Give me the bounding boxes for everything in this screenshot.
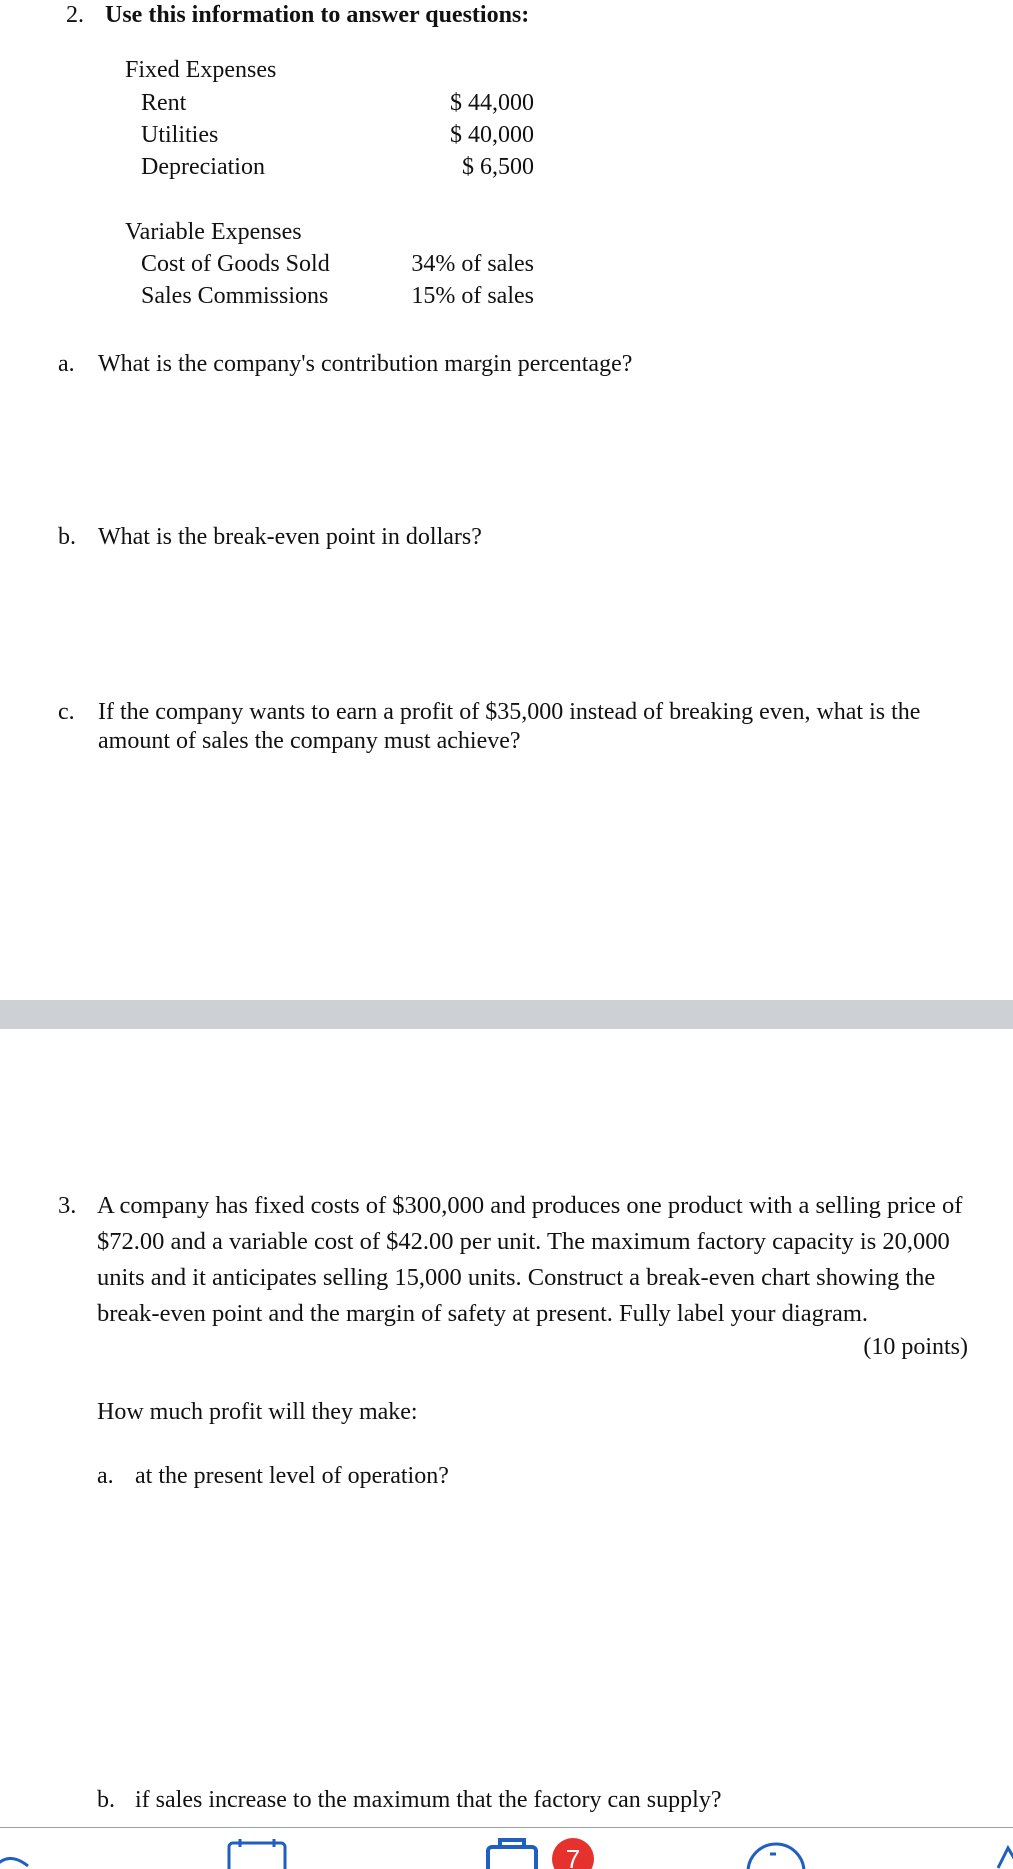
- redo-icon[interactable]: [998, 1848, 1013, 1868]
- q2c-text-line2: amount of sales the company must achieve?: [98, 728, 521, 754]
- q3a-text: at the present level of operation?: [135, 1463, 449, 1489]
- q3b-letter: b.: [97, 1787, 115, 1813]
- notification-badge[interactable]: 7: [552, 1838, 594, 1869]
- depreciation-value: $ 6,500: [462, 154, 534, 180]
- q3-prompt: How much profit will they make:: [97, 1399, 418, 1425]
- utilities-value: $ 40,000: [450, 122, 534, 148]
- q3-points: (10 points): [863, 1334, 968, 1360]
- commissions-value: 15% of sales: [411, 283, 534, 309]
- variable-expenses-title: Variable Expenses: [125, 219, 302, 245]
- q2b-letter: b.: [58, 524, 76, 550]
- depreciation-label: Depreciation: [141, 154, 265, 180]
- clock-icon[interactable]: [748, 1844, 804, 1869]
- q2c-text-line1: If the company wants to earn a profit of $35,000 instead of breaking even, what is the: [98, 699, 921, 725]
- page-divider: [0, 1000, 1013, 1029]
- undo-icon[interactable]: [0, 1858, 28, 1868]
- q2-heading: Use this information to answer questions:: [105, 2, 530, 28]
- q2a-text: What is the company's contribution margin percentage?: [98, 351, 633, 377]
- rent-label: Rent: [141, 90, 187, 116]
- fixed-expenses-title: Fixed Expenses: [125, 57, 277, 83]
- q2a-letter: a.: [58, 351, 75, 377]
- rent-value: $ 44,000: [450, 90, 534, 116]
- cogs-label: Cost of Goods Sold: [141, 251, 330, 277]
- commissions-label: Sales Commissions: [141, 283, 329, 309]
- q2c-letter: c.: [58, 699, 75, 725]
- q3b-text: if sales increase to the maximum that the factory can supply?: [135, 1787, 722, 1813]
- q2b-text: What is the break-even point in dollars?: [98, 524, 482, 550]
- q3-number: 3.: [58, 1192, 77, 1219]
- utilities-label: Utilities: [141, 122, 219, 148]
- calendar-icon[interactable]: [229, 1839, 285, 1869]
- q3-text: A company has fixed costs of $300,000 and produces one product with a selling price of $72.00 and a variable cost of $42.00 per unit. The maximum factory capacity is 20,000 units and it anticipates selling 15,000 units. Construct a break-even chart showing the break-even point and the margin of safety at present. Fully label your diagram.: [97, 1192, 963, 1327]
- cogs-value: 34% of sales: [411, 251, 534, 277]
- q3a-letter: a.: [97, 1463, 114, 1489]
- bottom-toolbar: [0, 1828, 1013, 1869]
- q2-number: 2.: [66, 2, 84, 28]
- briefcase-icon[interactable]: [488, 1840, 536, 1869]
